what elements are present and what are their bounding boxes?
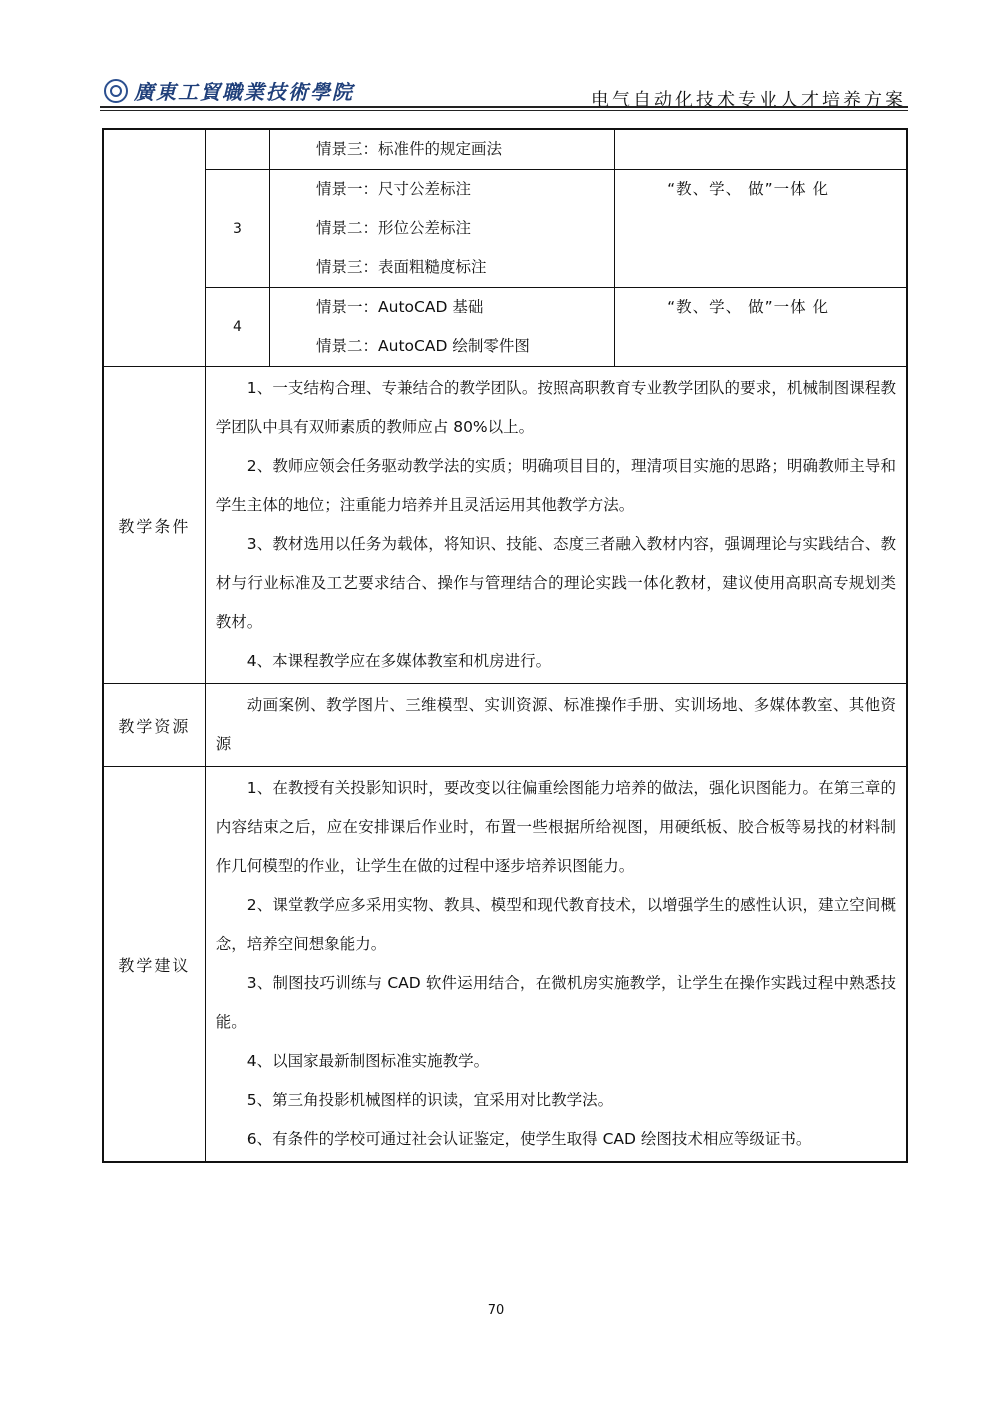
scene-list <box>270 129 615 170</box>
paragraph: 4、以国家最新制图标准实施教学。 <box>246 1052 490 1070</box>
table-row <box>103 288 907 367</box>
scene-list <box>270 170 615 288</box>
header-divider <box>100 106 908 108</box>
section-content <box>205 767 907 1163</box>
category-cell-empty <box>103 129 205 367</box>
section-content <box>205 367 907 684</box>
table-row <box>103 684 907 767</box>
scene-item: 情景二：AutoCAD 绘制零件图 <box>316 337 530 355</box>
school-logo <box>104 76 354 105</box>
section-content <box>205 684 907 767</box>
table-row <box>103 129 907 170</box>
table-row <box>103 367 907 684</box>
teaching-method-text: “教、学、 做”一体 化 <box>667 180 830 198</box>
teaching-method <box>615 170 907 288</box>
section-label: 教学条件 <box>103 367 205 684</box>
scene-item: 情景三：表面粗糙度标注 <box>316 258 487 276</box>
scene-list <box>270 288 615 367</box>
teaching-method-text: “教、学、 做”一体 化 <box>667 298 830 316</box>
teaching-method <box>615 129 907 170</box>
teaching-method <box>615 288 907 367</box>
scene-item: 情景一：尺寸公差标注 <box>316 180 472 198</box>
table-row <box>103 767 907 1163</box>
scene-index: 3 <box>205 170 269 288</box>
scene-index: 4 <box>205 288 269 367</box>
paragraph: 6、有条件的学校可通过社会认证鉴定，使学生取得 CAD 绘图技术相应等级证书。 <box>246 1130 812 1148</box>
paragraph: 5、第三角投影机械图样的识读，宜采用对比教学法。 <box>246 1091 614 1109</box>
school-name: 廣東工貿職業技術學院 <box>134 80 354 104</box>
page-number: 70 <box>487 1303 505 1318</box>
paragraph: 4、本课程教学应在多媒体教室和机房进行。 <box>246 652 552 670</box>
paragraph: 3、制图技巧训练与 CAD 软件运用结合，在微机房实施教学，让学生在操作实践过程中熟悉技能。 <box>215 974 896 1031</box>
table-row <box>103 170 907 288</box>
paragraph: 1、在教授有关投影知识时，要改变以往偏重绘图能力培养的做法，强化识图能力。在第三章的内容结束之后，应在安排课后作业时，布置一些根据所给视图，用硬纸板、胶合板等易找的材料制作几何模型的作业，让学生在做的过程中逐步培养识图能力。 <box>215 779 896 875</box>
teaching-method-text <box>615 130 906 169</box>
paragraph: 1、一支结构合理、专兼结合的教学团队。按照高职教育专业教学团队的要求，机械制图课程教学团队中具有双师素质的教师应占 80%以上。 <box>215 379 896 436</box>
scene-index <box>205 129 269 170</box>
page-header <box>100 70 908 110</box>
scene-item: 情景三：标准件的规定画法 <box>316 140 503 158</box>
school-seal-icon <box>104 79 128 103</box>
section-label: 教学资源 <box>103 684 205 767</box>
curriculum-table <box>102 128 908 1163</box>
scene-item: 情景二：形位公差标注 <box>316 219 472 237</box>
scene-item: 情景一：AutoCAD 基础 <box>316 298 484 316</box>
header-divider-thin <box>100 110 908 111</box>
paragraph: 动画案例、教学图片、三维模型、实训资源、标准操作手册、实训场地、多媒体教室、其他资源 <box>215 696 896 753</box>
paragraph: 2、教师应领会任务驱动教学法的实质；明确项目目的，理清项目实施的思路；明确教师主导和学生主体的地位；注重能力培养并且灵活运用其他教学方法。 <box>215 457 896 514</box>
paragraph: 3、教材选用以任务为载体，将知识、技能、态度三者融入教材内容，强调理论与实践结合、教材与行业标准及工艺要求结合、操作与管理结合的理论实践一体化教材，建议使用高职高专规划类教材。 <box>215 535 896 631</box>
section-label: 教学建议 <box>103 767 205 1163</box>
paragraph: 2、课堂教学应多采用实物、教具、模型和现代教育技术，以增强学生的感性认识，建立空间概念，培养空间想象能力。 <box>215 896 896 953</box>
document-title: 电气自动化技术专业人才培养方案 <box>591 90 906 111</box>
